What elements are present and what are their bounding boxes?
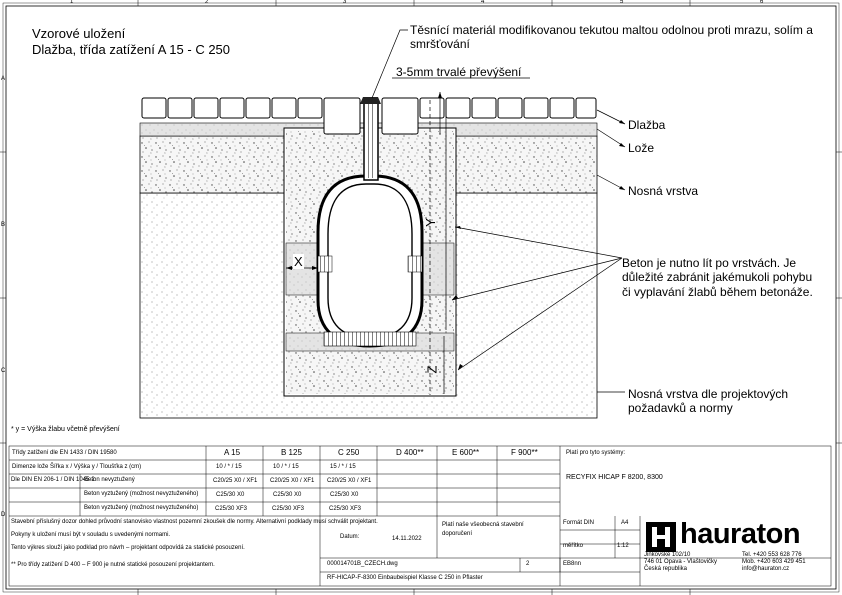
sheet-code: EB8nn xyxy=(563,561,582,567)
norm-label: Třídy zatížení dle EN 1433 / DIN 19580 xyxy=(12,450,117,456)
grid-col-2: 2 xyxy=(205,0,209,5)
dim-y-label: Y xyxy=(422,218,438,227)
validity-label: Platí pro tyto systémy: xyxy=(566,450,626,456)
company-address-3: Česká republika xyxy=(644,566,688,572)
concrete-label-b: Beton nevyztužený xyxy=(84,477,135,483)
note-1: Stavební příslušný dozor dohled průvodní stanovisko vlastnost pozemní zkoušek dle normy. Alternativní podklady musí schválit projektant. xyxy=(11,519,378,525)
concrete-label-c: Beton vyztužený (možnost nevyztuženého) xyxy=(84,491,199,497)
dim-z-label: Z xyxy=(424,365,440,374)
company-address-1: Jinkovské 102/10 xyxy=(644,552,691,558)
drawing-title: RF-HICAP-F-8300 Einbaubeispiel Klasse C 250 in Pflaster xyxy=(327,575,483,581)
format-value: A4 xyxy=(621,520,629,526)
systems-value: RECYFIX HICAP F 8200, 8300 xyxy=(566,474,663,481)
title-line-2: Dlažba, třída zatížení A 15 - C 250 xyxy=(32,42,231,57)
bedding-label: Lože xyxy=(628,141,655,155)
class-c250: C 250 xyxy=(338,448,360,457)
note-4: ** Pro třídy zatížení D 400 – F 900 je nutné statické posouzení projektantem. xyxy=(11,562,215,568)
concrete-note-1: Beton je nutno lít po vrstvách. Je xyxy=(622,256,797,270)
note-3: Tento výkres slouží jako podklad pro návrh – projektant odpovídá za statické posouzení. xyxy=(11,545,245,551)
company-email[interactable]: info@hauraton.cz xyxy=(742,566,790,572)
class-d400: D 400** xyxy=(396,448,424,457)
file-name: 000014701B_CZECH.dwg xyxy=(327,561,398,567)
concrete-r2-c: C25/30 X0 xyxy=(330,492,359,498)
sealing-label-2: smršťování xyxy=(410,37,470,51)
grid-col-4: 4 xyxy=(481,0,485,5)
concrete-label-a: Dle DIN EN 206-1 / DIN 1045-2 xyxy=(11,477,95,483)
sheet-number: 2 xyxy=(526,561,530,567)
company-name: hauraton xyxy=(680,518,801,550)
company-mobile: Mob. +420 603 429 451 xyxy=(742,559,806,565)
base-label: Nosná vrstva xyxy=(628,184,699,198)
grid-col-5: 5 xyxy=(620,0,624,5)
dims-b125: 10 / * / 15 xyxy=(273,464,299,470)
concrete-label-d: Beton vyztužený (možnost nevyztuženého) xyxy=(84,505,199,511)
footnote: * y = Výška žlabu včetně převýšení xyxy=(11,426,120,433)
concrete-r1-c: C20/25 X0 / XF1 xyxy=(327,478,372,484)
paving-label: Dlažba xyxy=(628,118,666,132)
subbase-label-1: Nosná vrstva dle projektových xyxy=(628,387,789,401)
concrete-r2-b: C25/30 X0 xyxy=(273,492,302,498)
sealing-label-1: Těsnící materiál modifikovanou tekutou maltou odolnou proti mrazu, solím a xyxy=(410,23,813,37)
note-2: Pokyny k uložení musí být v souladu s uvedenými normami. xyxy=(11,532,171,538)
class-b125: B 125 xyxy=(281,448,302,457)
date-value: 14.11.2022 xyxy=(392,536,422,542)
scale-value: 1:12 xyxy=(617,543,629,549)
grid-row-c: C xyxy=(1,368,6,374)
dim-x-label: X xyxy=(294,254,303,269)
class-e600: E 600** xyxy=(452,448,480,457)
concrete-r2-a: C25/30 X0 xyxy=(216,492,245,498)
dims-a15: 10 / * / 15 xyxy=(216,464,242,470)
dims-c250: 15 / * / 15 xyxy=(330,464,356,470)
company-phone: Tel. +420 553 628 776 xyxy=(742,552,802,558)
grid-row-d: D xyxy=(1,512,6,518)
concrete-r3-a: C25/30 XF3 xyxy=(215,506,248,512)
concrete-r3-c: C25/30 XF3 xyxy=(329,506,362,512)
concrete-r3-b: C25/30 XF3 xyxy=(272,506,305,512)
grid-col-6: 6 xyxy=(760,0,764,5)
scale-label: měřítko xyxy=(563,543,584,549)
grid-col-1: 1 xyxy=(70,0,74,5)
concrete-r1-b: C20/25 X0 / XF1 xyxy=(270,478,315,484)
date-label: Datum: xyxy=(340,534,360,540)
grid-row-a: A xyxy=(1,76,6,82)
company-address-2: 746 01 Opava - Vlaštovičky xyxy=(644,559,718,565)
hauraton-logo-icon xyxy=(646,522,676,552)
subbase-label-2: požadavků a normy xyxy=(628,401,733,415)
overhang-label: 3-5mm trvalé převýšení xyxy=(396,65,522,79)
title-line-1: Vzorové uložení xyxy=(32,26,126,41)
class-f900: F 900** xyxy=(511,448,538,457)
concrete-r1-a: C20/25 X0 / XF1 xyxy=(213,478,258,484)
class-a15: A 15 xyxy=(224,448,241,457)
recommendation: Platí naše všeobecná stavební doporučení xyxy=(442,522,524,537)
grid-row-b: B xyxy=(1,222,6,228)
dims-label: Dimenze lože Šířka x / Výška y / Tloušťka z (cm) xyxy=(12,464,142,470)
concrete-note-2: důležité zabránit jakémukoli pohybu xyxy=(622,270,813,284)
grid-col-3: 3 xyxy=(343,0,347,5)
format-label: Formát DIN xyxy=(563,520,595,526)
concrete-note-3: či vyplavání žlabů během betonáže. xyxy=(622,285,813,299)
